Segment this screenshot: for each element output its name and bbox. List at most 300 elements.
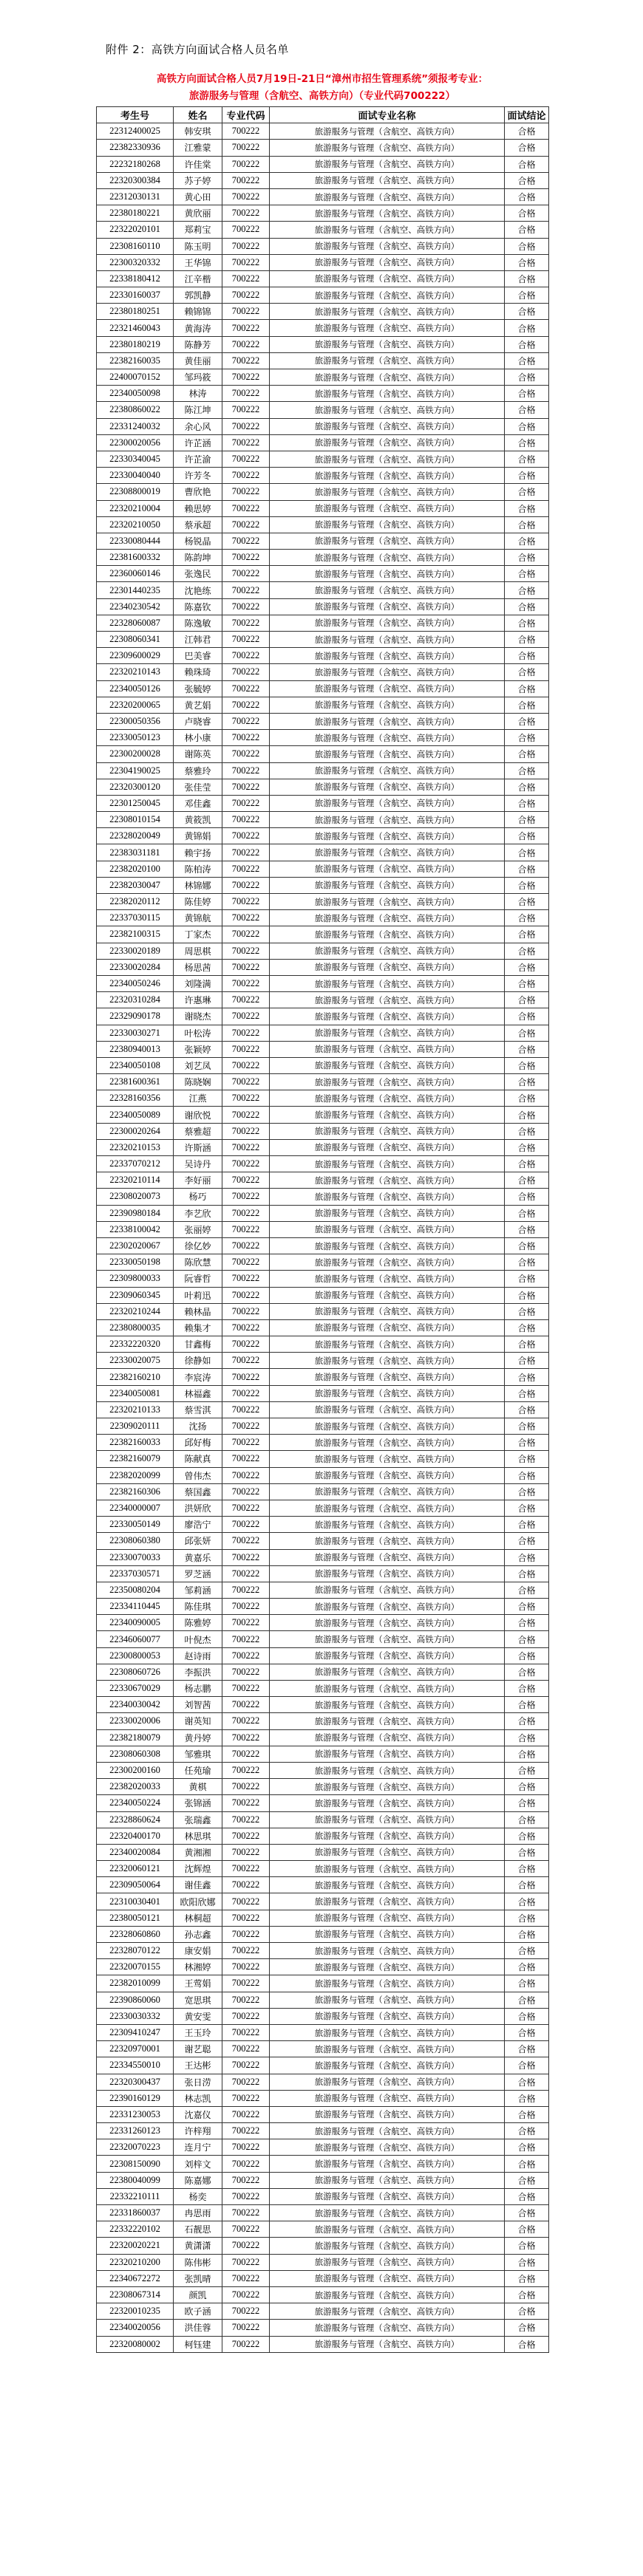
student-name-cell: 张颖婷: [174, 1041, 222, 1057]
major-code-cell: 700222: [222, 1565, 270, 1582]
major-name-cell: 旅游服务与管理（含航空、高铁方向）: [270, 1647, 505, 1664]
student-name-cell: 江燕: [174, 1090, 222, 1107]
exam-number-cell: 22330070033: [97, 1549, 174, 1565]
result-cell: 合格: [505, 795, 549, 811]
exam-number-cell: 22309020111: [97, 1418, 174, 1435]
result-cell: 合格: [505, 1221, 549, 1237]
table-row: [97, 1729, 549, 1746]
result-cell: 合格: [505, 615, 549, 631]
result-cell: 合格: [505, 894, 549, 910]
major-code-cell: 700222: [222, 1647, 270, 1664]
exam-number-cell: 22320080002: [97, 2336, 174, 2352]
student-name-cell: 邓佳鑫: [174, 795, 222, 811]
table-row: [97, 1336, 549, 1353]
exam-number-cell: 22380040099: [97, 2172, 174, 2188]
table-row: [97, 1582, 549, 1598]
result-cell: 合格: [505, 1467, 549, 1483]
student-name-cell: 许惠琳: [174, 992, 222, 1008]
major-name-cell: 旅游服务与管理（含航空、高铁方向）: [270, 1779, 505, 1795]
table-row: [97, 812, 549, 828]
exam-number-cell: 22340050224: [97, 1795, 174, 1811]
table-row: [97, 1713, 549, 1729]
major-name-cell: 旅游服务与管理（含航空、高铁方向）: [270, 1681, 505, 1697]
major-code-cell: 700222: [222, 2024, 270, 2040]
exam-number-cell: 22320210004: [97, 500, 174, 516]
student-name-cell: 陈雅婷: [174, 1615, 222, 1631]
result-cell: 合格: [505, 418, 549, 434]
major-code-cell: 700222: [222, 975, 270, 991]
result-cell: 合格: [505, 1369, 549, 1385]
major-name-cell: 旅游服务与管理（含航空、高铁方向）: [270, 550, 505, 566]
table-row: [97, 2188, 549, 2204]
table-row: [97, 1369, 549, 1385]
major-name-cell: 旅游服务与管理（含航空、高铁方向）: [270, 140, 505, 156]
major-name-cell: 旅游服务与管理（含航空、高铁方向）: [270, 713, 505, 729]
major-name-cell: 旅游服务与管理（含航空、高铁方向）: [270, 926, 505, 943]
result-cell: 合格: [505, 1451, 549, 1467]
table-row: [97, 2024, 549, 2040]
major-name-cell: 旅游服务与管理（含航空、高铁方向）: [270, 582, 505, 598]
result-cell: 合格: [505, 1811, 549, 1828]
student-name-cell: 黄筱凯: [174, 812, 222, 828]
result-cell: 合格: [505, 762, 549, 779]
student-name-cell: 石靓思: [174, 2221, 222, 2238]
major-name-cell: 旅游服务与管理（含航空、高铁方向）: [270, 812, 505, 828]
exam-number-cell: 22309060345: [97, 1287, 174, 1303]
table-row: [97, 172, 549, 188]
exam-number-cell: 22320070155: [97, 1959, 174, 1975]
major-name-cell: 旅游服务与管理（含航空、高铁方向）: [270, 746, 505, 762]
table-row: [97, 1647, 549, 1664]
result-cell: 合格: [505, 1237, 549, 1254]
major-code-cell: 700222: [222, 500, 270, 516]
major-code-cell: 700222: [222, 1926, 270, 1942]
result-cell: 合格: [505, 648, 549, 664]
table-row: [97, 402, 549, 418]
major-code-cell: 700222: [222, 1057, 270, 1073]
exam-number-cell: 22329090178: [97, 1008, 174, 1025]
student-name-cell: 林福鑫: [174, 1385, 222, 1401]
student-name-cell: 冉思雨: [174, 2205, 222, 2221]
table-row: [97, 550, 549, 566]
major-code-cell: 700222: [222, 1369, 270, 1385]
table-row: [97, 1205, 549, 1221]
exam-number-cell: 22312030131: [97, 188, 174, 205]
student-name-cell: 许斯涵: [174, 1139, 222, 1155]
major-name-cell: 旅游服务与管理（含航空、高铁方向）: [270, 566, 505, 582]
exam-number-cell: 22330040040: [97, 468, 174, 484]
exam-number-cell: 22308150090: [97, 2156, 174, 2172]
major-name-cell: 旅游服务与管理（含航空、高铁方向）: [270, 697, 505, 713]
table-row: [97, 2057, 549, 2074]
exam-number-cell: 22382010099: [97, 1975, 174, 1992]
table-row: [97, 156, 549, 172]
exam-number-cell: 22337030115: [97, 910, 174, 926]
major-code-cell: 700222: [222, 270, 270, 287]
major-code-cell: 700222: [222, 746, 270, 762]
result-cell: 合格: [505, 1271, 549, 1287]
student-name-cell: 赖宇扬: [174, 844, 222, 861]
student-name-cell: 黄欣丽: [174, 205, 222, 222]
exam-number-cell: 22301250045: [97, 795, 174, 811]
table-row: [97, 877, 549, 893]
major-code-cell: 700222: [222, 1697, 270, 1713]
major-code-cell: 700222: [222, 222, 270, 238]
exam-number-cell: 22382160306: [97, 1483, 174, 1500]
table-row: [97, 1008, 549, 1025]
student-name-cell: 孙志鑫: [174, 1926, 222, 1942]
major-name-cell: 旅游服务与管理（含航空、高铁方向）: [270, 1762, 505, 1778]
student-name-cell: 王莺娟: [174, 1975, 222, 1992]
student-name-cell: 邱好梅: [174, 1435, 222, 1451]
student-name-cell: 陈静芳: [174, 336, 222, 352]
major-name-cell: 旅游服务与管理（含航空、高铁方向）: [270, 1795, 505, 1811]
major-name-cell: 旅游服务与管理（含航空、高铁方向）: [270, 1483, 505, 1500]
result-cell: 合格: [505, 156, 549, 172]
exam-number-cell: 22380180251: [97, 304, 174, 320]
result-cell: 合格: [505, 369, 549, 386]
student-name-cell: 黄安雯: [174, 2008, 222, 2024]
student-name-cell: 沈艳练: [174, 582, 222, 598]
table-row: [97, 779, 549, 795]
major-name-cell: 旅游服务与管理（含航空、高铁方向）: [270, 254, 505, 270]
result-cell: 合格: [505, 1385, 549, 1401]
result-cell: 合格: [505, 2123, 549, 2139]
result-cell: 合格: [505, 1041, 549, 1057]
table-row: [97, 1861, 549, 1877]
student-name-cell: 张凯晴: [174, 2270, 222, 2286]
result-cell: 合格: [505, 1795, 549, 1811]
major-code-cell: 700222: [222, 1582, 270, 1598]
result-cell: 合格: [505, 188, 549, 205]
student-name-cell: 赖集才: [174, 1319, 222, 1336]
major-code-cell: 700222: [222, 680, 270, 697]
major-code-cell: 700222: [222, 1844, 270, 1860]
result-cell: 合格: [505, 1319, 549, 1336]
major-code-cell: 700222: [222, 2156, 270, 2172]
result-cell: 合格: [505, 2205, 549, 2221]
major-name-cell: 旅游服务与管理（含航空、高铁方向）: [270, 975, 505, 991]
student-name-cell: 邹雅琪: [174, 1746, 222, 1762]
student-name-cell: 谢英知: [174, 1713, 222, 1729]
notice-line-1: 高铁方向面试合格人员7月19日-21日“漳州市招生管理系统”须报考专业：: [156, 73, 489, 85]
result-cell: 合格: [505, 1172, 549, 1189]
result-cell: 合格: [505, 1123, 549, 1139]
major-code-cell: 700222: [222, 943, 270, 959]
table-row: [97, 992, 549, 1008]
student-name-cell: 余心风: [174, 418, 222, 434]
major-code-cell: 700222: [222, 1713, 270, 1729]
result-cell: 合格: [505, 550, 549, 566]
exam-number-cell: 22328070122: [97, 1943, 174, 1959]
major-code-cell: 700222: [222, 1467, 270, 1483]
result-cell: 合格: [505, 1549, 549, 1565]
result-cell: 合格: [505, 205, 549, 222]
result-cell: 合格: [505, 812, 549, 828]
table-row: [97, 2336, 549, 2352]
table-row: [97, 1123, 549, 1139]
exam-number-cell: 22300050356: [97, 713, 174, 729]
major-code-cell: 700222: [222, 582, 270, 598]
major-name-cell: 旅游服务与管理（含航空、高铁方向）: [270, 238, 505, 254]
table-row: [97, 1615, 549, 1631]
table-row: [97, 1631, 549, 1647]
major-code-cell: 700222: [222, 812, 270, 828]
result-cell: 合格: [505, 2270, 549, 2286]
exam-number-cell: 22328160356: [97, 1090, 174, 1107]
result-cell: 合格: [505, 500, 549, 516]
major-code-cell: 700222: [222, 2057, 270, 2074]
major-name-cell: 旅游服务与管理（含航空、高铁方向）: [270, 1139, 505, 1155]
result-cell: 合格: [505, 140, 549, 156]
table-row: [97, 1549, 549, 1565]
major-name-cell: 旅游服务与管理（含航空、高铁方向）: [270, 500, 505, 516]
major-name-cell: 旅游服务与管理（含航空、高铁方向）: [270, 270, 505, 287]
exam-number-cell: 22309600029: [97, 648, 174, 664]
result-cell: 合格: [505, 1959, 549, 1975]
student-name-cell: 曾伟杰: [174, 1467, 222, 1483]
major-code-cell: 700222: [222, 2123, 270, 2139]
major-code-cell: 700222: [222, 959, 270, 975]
result-cell: 合格: [505, 1254, 549, 1271]
major-name-cell: 旅游服务与管理（含航空、高铁方向）: [270, 1582, 505, 1598]
result-cell: 合格: [505, 2106, 549, 2122]
table-row: [97, 1189, 549, 1205]
major-code-cell: 700222: [222, 648, 270, 664]
student-name-cell: 陈伟彬: [174, 2254, 222, 2270]
table-row: [97, 222, 549, 238]
table-row: [97, 270, 549, 287]
exam-number-cell: 22300020056: [97, 434, 174, 451]
table-row: [97, 1565, 549, 1582]
exam-number-cell: 22308010154: [97, 812, 174, 828]
result-cell: 合格: [505, 1057, 549, 1073]
exam-number-cell: 22308067314: [97, 2286, 174, 2303]
student-name-cell: 黄潇潇: [174, 2238, 222, 2254]
roster-table: [96, 106, 549, 2353]
result-cell: 合格: [505, 533, 549, 549]
table-row: [97, 1451, 549, 1467]
major-name-cell: 旅游服务与管理（含航空、高铁方向）: [270, 1861, 505, 1877]
result-cell: 合格: [505, 451, 549, 467]
result-cell: 合格: [505, 1008, 549, 1025]
major-name-cell: 旅游服务与管理（含航空、高铁方向）: [270, 762, 505, 779]
result-cell: 合格: [505, 468, 549, 484]
result-cell: 合格: [505, 1189, 549, 1205]
major-code-cell: 700222: [222, 1746, 270, 1762]
student-name-cell: 宽思琪: [174, 1992, 222, 2008]
exam-number-cell: 22340672272: [97, 2270, 174, 2286]
student-name-cell: 李好丽: [174, 1172, 222, 1189]
student-name-cell: 陈玉明: [174, 238, 222, 254]
major-code-cell: 700222: [222, 533, 270, 549]
major-name-cell: 旅游服务与管理（含航空、高铁方向）: [270, 1549, 505, 1565]
table-row: [97, 1992, 549, 2008]
result-cell: 合格: [505, 172, 549, 188]
table-row: [97, 1517, 549, 1533]
student-name-cell: 叶倪杰: [174, 1631, 222, 1647]
student-name-cell: 李宸涛: [174, 1369, 222, 1385]
student-name-cell: 吴诗丹: [174, 1156, 222, 1172]
exam-number-cell: 22340050108: [97, 1057, 174, 1073]
major-name-cell: 旅游服务与管理（含航空、高铁方向）: [270, 484, 505, 500]
major-code-cell: 700222: [222, 352, 270, 369]
major-code-cell: 700222: [222, 2336, 270, 2352]
major-name-cell: 旅游服务与管理（含航空、高铁方向）: [270, 1336, 505, 1353]
exam-number-cell: 22340020056: [97, 2320, 174, 2336]
table-row: [97, 1303, 549, 1319]
table-row: [97, 1237, 549, 1254]
major-name-cell: 旅游服务与管理（含航空、高铁方向）: [270, 2090, 505, 2106]
major-name-cell: 旅游服务与管理（含航空、高铁方向）: [270, 222, 505, 238]
student-name-cell: 欧子涵: [174, 2303, 222, 2320]
exam-number-cell: 22382020099: [97, 1467, 174, 1483]
table-row: [97, 1500, 549, 1516]
result-cell: 合格: [505, 582, 549, 598]
major-code-cell: 700222: [222, 1959, 270, 1975]
table-row: [97, 1811, 549, 1828]
result-cell: 合格: [505, 270, 549, 287]
major-code-cell: 700222: [222, 2221, 270, 2238]
table-row: [97, 975, 549, 991]
major-code-cell: 700222: [222, 1237, 270, 1254]
table-row: [97, 1746, 549, 1762]
table-row: [97, 1107, 549, 1123]
major-code-cell: 700222: [222, 238, 270, 254]
major-code-cell: 700222: [222, 1500, 270, 1516]
student-name-cell: 叶松涛: [174, 1025, 222, 1041]
major-code-cell: 700222: [222, 2188, 270, 2204]
major-name-cell: 旅游服务与管理（含航空、高铁方向）: [270, 730, 505, 746]
major-name-cell: 旅游服务与管理（含航空、高铁方向）: [270, 1008, 505, 1025]
table-row: [97, 680, 549, 697]
exam-number-cell: 22382160210: [97, 1369, 174, 1385]
exam-number-cell: 22338180412: [97, 270, 174, 287]
student-name-cell: 陈欣慧: [174, 1254, 222, 1271]
major-code-cell: 700222: [222, 615, 270, 631]
major-code-cell: 700222: [222, 730, 270, 746]
table-row: [97, 795, 549, 811]
major-code-cell: 700222: [222, 697, 270, 713]
major-name-cell: 旅游服务与管理（含航空、高铁方向）: [270, 1893, 505, 1910]
major-name-cell: 旅游服务与管理（含航空、高铁方向）: [270, 386, 505, 402]
result-cell: 合格: [505, 1565, 549, 1582]
student-name-cell: 林桐超: [174, 1910, 222, 1926]
major-code-cell: 700222: [222, 1877, 270, 1893]
student-name-cell: 巴美睿: [174, 648, 222, 664]
student-name-cell: 赖思婷: [174, 500, 222, 516]
exam-number-cell: 22309050064: [97, 1877, 174, 1893]
major-name-cell: 旅游服务与管理（含航空、高铁方向）: [270, 1401, 505, 1418]
exam-number-cell: 22320300120: [97, 779, 174, 795]
major-name-cell: 旅游服务与管理（含航空、高铁方向）: [270, 1697, 505, 1713]
major-code-cell: 700222: [222, 2238, 270, 2254]
student-name-cell: 赖林晶: [174, 1303, 222, 1319]
notice-line-2: 旅游服务与管理（含航空、高铁方向）（专业代码700222）: [188, 90, 456, 102]
table-row: [97, 287, 549, 304]
major-name-cell: 旅游服务与管理（含航空、高铁方向）: [270, 959, 505, 975]
major-name-cell: 旅游服务与管理（含航空、高铁方向）: [270, 598, 505, 615]
student-name-cell: 张逸民: [174, 566, 222, 582]
major-code-cell: 700222: [222, 1910, 270, 1926]
exam-number-cell: 22300320332: [97, 254, 174, 270]
result-cell: 合格: [505, 1647, 549, 1664]
major-name-cell: 旅游服务与管理（含航空、高铁方向）: [270, 1926, 505, 1942]
table-row: [97, 2238, 549, 2254]
exam-number-cell: 22340090005: [97, 1615, 174, 1631]
result-cell: 合格: [505, 2286, 549, 2303]
major-code-cell: 700222: [222, 828, 270, 844]
major-name-cell: 旅游服务与管理（含航空、高铁方向）: [270, 2336, 505, 2352]
major-name-cell: 旅游服务与管理（含航空、高铁方向）: [270, 1189, 505, 1205]
table-row: [97, 516, 549, 533]
major-code-cell: 700222: [222, 1107, 270, 1123]
major-name-cell: 旅游服务与管理（含航空、高铁方向）: [270, 680, 505, 697]
result-cell: 合格: [505, 434, 549, 451]
exam-number-cell: 22320300437: [97, 2074, 174, 2090]
header-major-code: 专业代码: [222, 107, 270, 123]
result-cell: 合格: [505, 844, 549, 861]
exam-number-cell: 22346060077: [97, 1631, 174, 1647]
table-row: [97, 910, 549, 926]
exam-number-cell: 22320400170: [97, 1828, 174, 1844]
exam-number-cell: 22320200065: [97, 697, 174, 713]
table-row: [97, 648, 549, 664]
result-cell: 合格: [505, 238, 549, 254]
student-name-cell: 黄艺娟: [174, 697, 222, 713]
student-name-cell: 罗芝涵: [174, 1565, 222, 1582]
student-name-cell: 刘智茜: [174, 1697, 222, 1713]
result-cell: 合格: [505, 1713, 549, 1729]
table-row: [97, 254, 549, 270]
student-name-cell: 曹欣艳: [174, 484, 222, 500]
exam-number-cell: 22382160079: [97, 1451, 174, 1467]
exam-number-cell: 22382100315: [97, 926, 174, 943]
exam-number-cell: 22320010235: [97, 2303, 174, 2320]
table-row: [97, 1435, 549, 1451]
exam-number-cell: 22320070223: [97, 2139, 174, 2156]
major-code-cell: 700222: [222, 844, 270, 861]
major-code-cell: 700222: [222, 402, 270, 418]
major-code-cell: 700222: [222, 320, 270, 336]
result-cell: 合格: [505, 336, 549, 352]
result-cell: 合格: [505, 1844, 549, 1860]
major-name-cell: 旅游服务与管理（含航空、高铁方向）: [270, 352, 505, 369]
major-name-cell: 旅游服务与管理（含航空、高铁方向）: [270, 1221, 505, 1237]
major-code-cell: 700222: [222, 1811, 270, 1828]
major-code-cell: 700222: [222, 2205, 270, 2221]
exam-number-cell: 22360060146: [97, 566, 174, 582]
student-name-cell: 郑莉宝: [174, 222, 222, 238]
student-name-cell: 陈嘉娜: [174, 2172, 222, 2188]
result-cell: 合格: [505, 2024, 549, 2040]
major-name-cell: 旅游服务与管理（含航空、高铁方向）: [270, 533, 505, 549]
result-cell: 合格: [505, 2057, 549, 2074]
major-code-cell: 700222: [222, 205, 270, 222]
table-row: [97, 2172, 549, 2188]
result-cell: 合格: [505, 2254, 549, 2270]
student-name-cell: 张毓婷: [174, 680, 222, 697]
major-code-cell: 700222: [222, 1975, 270, 1992]
major-code-cell: 700222: [222, 1189, 270, 1205]
result-cell: 合格: [505, 1926, 549, 1942]
major-name-cell: 旅游服务与管理（含航空、高铁方向）: [270, 648, 505, 664]
result-cell: 合格: [505, 1401, 549, 1418]
exam-number-cell: 22320210114: [97, 1172, 174, 1189]
major-name-cell: 旅游服务与管理（含航空、高铁方向）: [270, 861, 505, 877]
student-name-cell: 林思琪: [174, 1828, 222, 1844]
exam-number-cell: 22382330936: [97, 140, 174, 156]
